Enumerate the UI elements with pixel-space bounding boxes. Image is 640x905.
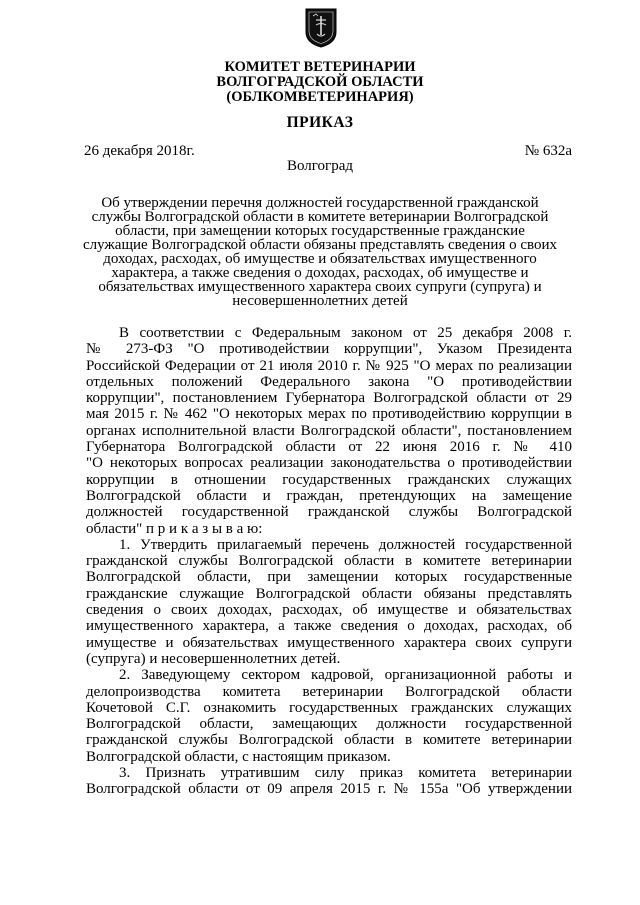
body-text-line: Российской Федерации от 21 июля 2010 г. № 925 "О мерах по реализации: [86, 357, 572, 374]
body-text-line: Волгоградской области, замещающих должности государственной: [86, 716, 572, 733]
volgograd-coat-of-arms-icon: [305, 8, 337, 48]
body-text-line: сведения о своих доходах, расходах, об имуществе и обязательствах: [86, 602, 572, 619]
body-text-line: отдельных положений Федерального закона "О противодействии: [86, 373, 572, 390]
body-text-line: коррупции в отношении государственных гражданских служащих: [86, 471, 572, 488]
body-text-line: В соответствии с Федеральным законом от 25 декабря 2008 г.: [119, 325, 572, 341]
body-text-line: делопроизводства комитета ветеринарии Волгоградской области: [86, 683, 572, 700]
body-text-line: "О некоторых вопросах реализации законодательства о противодействии: [86, 455, 572, 472]
body-text-line: Кочетовой С.Г. ознакомить государственных гражданских служащих: [86, 699, 572, 716]
body-text-line: коррупции", постановлением Губернатора Волгоградской области от 29: [86, 390, 572, 407]
body-text-line: № 273-ФЗ "О противодействии коррупции", Указом Президента: [86, 341, 572, 358]
subject-line: службы Волгоградской области в комитете ветеринарии Волгоградской: [91, 209, 549, 225]
body-text-line: Волгоградской области от 09 апреля 2015 г. № 155а "Об утверждении: [86, 781, 572, 798]
body-text-line: области" п р и к а з ы в а ю:: [86, 520, 263, 537]
subject-line: доходах, расходах, об имуществе и обязательствах имущественного: [103, 251, 537, 267]
order-date: 26 декабря 2018г.: [84, 143, 195, 159]
body-text-line: Волгоградской области, с настоящим приказом.: [86, 748, 391, 765]
subject-line: области, при замещении которых государственные гражданские: [115, 223, 525, 239]
body-text-line: мая 2015 г. № 462 "О некоторых мерах по противодействию коррупции в: [86, 406, 572, 423]
order-city: Волгоград: [286, 158, 353, 174]
body-text-line: Волгоградской области и граждан, претендующих на замещение: [86, 487, 572, 504]
subject-line: обязательствах имущественного характера своих супруги (супруга) и: [98, 279, 542, 295]
document-type-title: ПРИКАЗ: [286, 114, 354, 131]
order-body: [86, 325, 572, 798]
body-text-line: гражданские служащие Волгоградской области обязаны представлять: [86, 585, 572, 602]
body-text-line: 2. Заведующему сектором кадровой, организационной работы и: [119, 667, 572, 684]
body-text-line: гражданской службы Волгоградской области в комитете ветеринарии: [86, 553, 572, 570]
body-text-line: (супруга) и несовершеннолетних детей.: [86, 650, 341, 667]
order-subject: [60, 196, 580, 308]
org-name-line: КОМИТЕТ ВЕТЕРИНАРИИ: [224, 59, 416, 75]
body-text-line: Волгоградской области, при замещении которых государственные: [86, 569, 572, 586]
body-text-line: имущественного характера, а также сведения о доходах, расходах, об: [86, 618, 572, 635]
body-text-line: имуществе и обязательствах имущественного характера своих супруги: [86, 634, 572, 651]
body-text-line: должностей государственной гражданской службы Волгоградской: [86, 504, 572, 521]
subject-line: несовершеннолетних детей: [232, 293, 408, 309]
subject-line: характера, а также сведения о доходах, расходах, об имуществе и: [111, 265, 529, 281]
org-name-line: ВОЛГОГРАДСКОЙ ОБЛАСТИ: [216, 74, 424, 90]
subject-line: служащие Волгоградской области обязаны представлять сведения о своих: [82, 237, 558, 253]
body-text-line: гражданской службы Волгоградской области в комитете ветеринарии: [86, 732, 572, 749]
subject-line: Об утверждении перечня должностей государственной гражданской: [101, 195, 539, 211]
body-text-line: Губернатора Волгоградской области от 22 июня 2016 г. № 410: [86, 439, 572, 456]
body-text-line: 3. Признать утратившим силу приказ комитета ветеринарии: [119, 765, 572, 782]
body-text-line: 1. Утвердить прилагаемый перечень должностей государственной: [119, 536, 572, 553]
body-text-line: органах исполнительной власти Волгоградской области", постановлением: [86, 422, 572, 439]
org-short-name: (ОБЛКОМВЕТЕРИНАРИЯ): [226, 89, 414, 105]
order-number: № 632а: [524, 143, 572, 159]
